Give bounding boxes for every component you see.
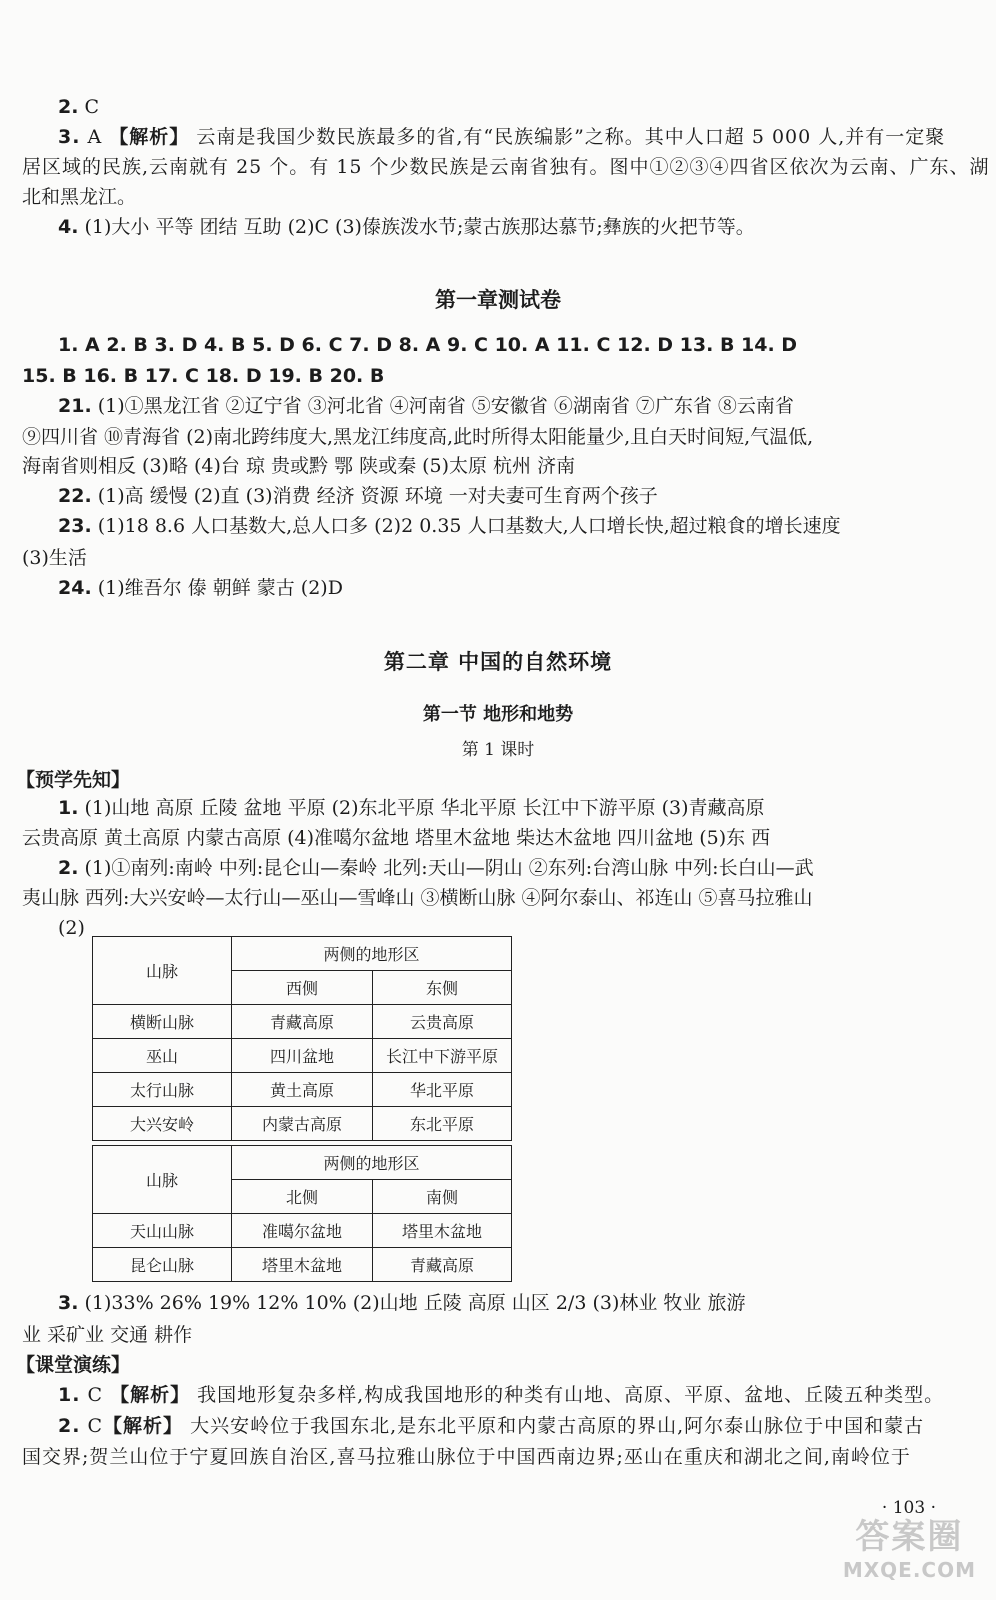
table-header-group: 两侧的地形区 xyxy=(232,937,512,971)
answer-line: 1. A 2. B 3. D 4. B 5. D 6. C 7. D 8. A 9. C 10. A 11. C 12. D 13. B 14. D xyxy=(58,334,798,356)
answer-line: 1. (1)山地 高原 丘陵 盆地 平原 (2)东北平原 华北平原 长江中下游平原 (3)青藏高原 xyxy=(58,797,765,819)
answer-line: 3. A 【解析】 云南是我国少数民族最多的省,有“民族编影”之称。其中人口超 5 000 人,并有一定聚 xyxy=(58,126,946,148)
answer-line: (3)生活 xyxy=(22,547,87,569)
section-title: 第一节 地形和地势 xyxy=(422,704,574,725)
answer-line: 3. (1)33% 26% 19% 12% 10% (2)山地 丘陵 高原 山区 2/3 (3)林业 牧业 旅游 xyxy=(58,1292,746,1314)
table-row: 横断山脉 青藏高原 云贵高原 xyxy=(93,1005,512,1039)
answer-line: 国交界;贺兰山位于宁夏回族自治区,喜马拉雅山脉位于中国西南边界;巫山在重庆和湖北之间,南岭位于 xyxy=(22,1446,911,1468)
table-header-east: 东侧 xyxy=(373,971,512,1005)
chapter-title: 第二章 中国的自然环境 xyxy=(383,650,613,674)
answer-line: 北和黑龙江。 xyxy=(22,186,137,208)
answer-line: 22. (1)高 缓慢 (2)直 (3)消费 经济 资源 环境 一对夫妻可生育两个孩子 xyxy=(58,485,658,507)
terrain-table-north-south xyxy=(92,1145,512,1282)
watermark-logo xyxy=(843,1509,976,1582)
table-header-north: 北侧 xyxy=(232,1180,373,1214)
answer-line: ⑨四川省 ⑩青海省 (2)南北跨纬度大,黑龙江纬度高,此时所得太阳能量少,且白天时间短,气温低, xyxy=(22,426,814,448)
answer-line: 4. (1)大小 平等 团结 互助 (2)C (3)傣族泼水节;蒙古族那达慕节;彝族的火把节等。 xyxy=(58,216,755,238)
answer-line: 2. C【解析】 大兴安岭位于我国东北,是东北平原和内蒙古高原的界山,阿尔泰山脉位于中国和蒙古 xyxy=(58,1415,925,1437)
test-title: 第一章测试卷 xyxy=(435,288,561,312)
answer-line: 海南省则相反 (3)略 (4)台 琼 贵或黔 鄂 陕或秦 (5)太原 杭州 济南 xyxy=(22,455,576,477)
answer-line: 2. C xyxy=(58,96,100,118)
answer-line: 21. (1)①黑龙江省 ②辽宁省 ③河北省 ④河南省 ⑤安徽省 ⑥湖南省 ⑦广东省 ⑧云南省 xyxy=(58,395,794,417)
table-header-mountain: 山脉 xyxy=(93,937,232,1005)
answer-line: 夷山脉 西列:大兴安岭—太行山—巫山—雪峰山 ③横断山脉 ④阿尔泰山、祁连山 ⑤喜马拉雅山 xyxy=(22,887,813,909)
watermark-text: 答案圈 xyxy=(855,1517,964,1557)
preview-heading: 【预学先知】 xyxy=(16,769,131,791)
table-label: (2) xyxy=(58,917,85,939)
answer-line: 24. (1)维吾尔 傣 朝鲜 蒙古 (2)D xyxy=(58,577,343,599)
table-header-group: 两侧的地形区 xyxy=(232,1146,512,1180)
table-row: 巫山 四川盆地 长江中下游平原 xyxy=(93,1039,512,1073)
table-header-west: 西侧 xyxy=(232,971,373,1005)
class-practice-heading: 【课堂演练】 xyxy=(16,1354,131,1376)
answer-line: 居区域的民族,云南就有 25 个。有 15 个少数民族是云南省独有。图中①②③④四省区依次为云南、广东、湖 xyxy=(22,156,990,178)
lesson-title: 第 1 课时 xyxy=(461,740,535,760)
table-header-south: 南侧 xyxy=(373,1180,512,1214)
terrain-table-west-east xyxy=(92,936,512,1141)
answer-line: 15. B 16. B 17. C 18. D 19. B 20. B xyxy=(22,365,385,387)
answer-line: 2. (1)①南列:南岭 中列:昆仑山—秦岭 北列:天山—阴山 ②东列:台湾山脉 中列:长白山—武 xyxy=(58,857,814,879)
watermark-url: MXQE.COM xyxy=(842,1558,976,1582)
table-header-mountain: 山脉 xyxy=(93,1146,232,1214)
page-number: · 103 · xyxy=(881,1498,936,1518)
answer-line: 云贵高原 黄土高原 内蒙古高原 (4)准噶尔盆地 塔里木盆地 柴达木盆地 四川盆地 (5)东 西 xyxy=(22,827,771,849)
answer-line: 23. (1)18 8.6 人口基数大,总人口多 (2)2 0.35 人口基数大,人口增长快,超过粮食的增长速度 xyxy=(58,515,841,537)
answer-line: 业 采矿业 交通 耕作 xyxy=(22,1324,193,1346)
table-row: 大兴安岭 内蒙古高原 东北平原 xyxy=(93,1107,512,1141)
table-row: 天山山脉 准噶尔盆地 塔里木盆地 xyxy=(93,1214,512,1248)
answer-line: 1. C 【解析】 我国地形复杂多样,构成我国地形的种类有山地、高原、平原、盆地、丘陵五种类型。 xyxy=(58,1384,945,1406)
table-row: 昆仑山脉 塔里木盆地 青藏高原 xyxy=(93,1248,512,1282)
table-row: 太行山脉 黄土高原 华北平原 xyxy=(93,1073,512,1107)
